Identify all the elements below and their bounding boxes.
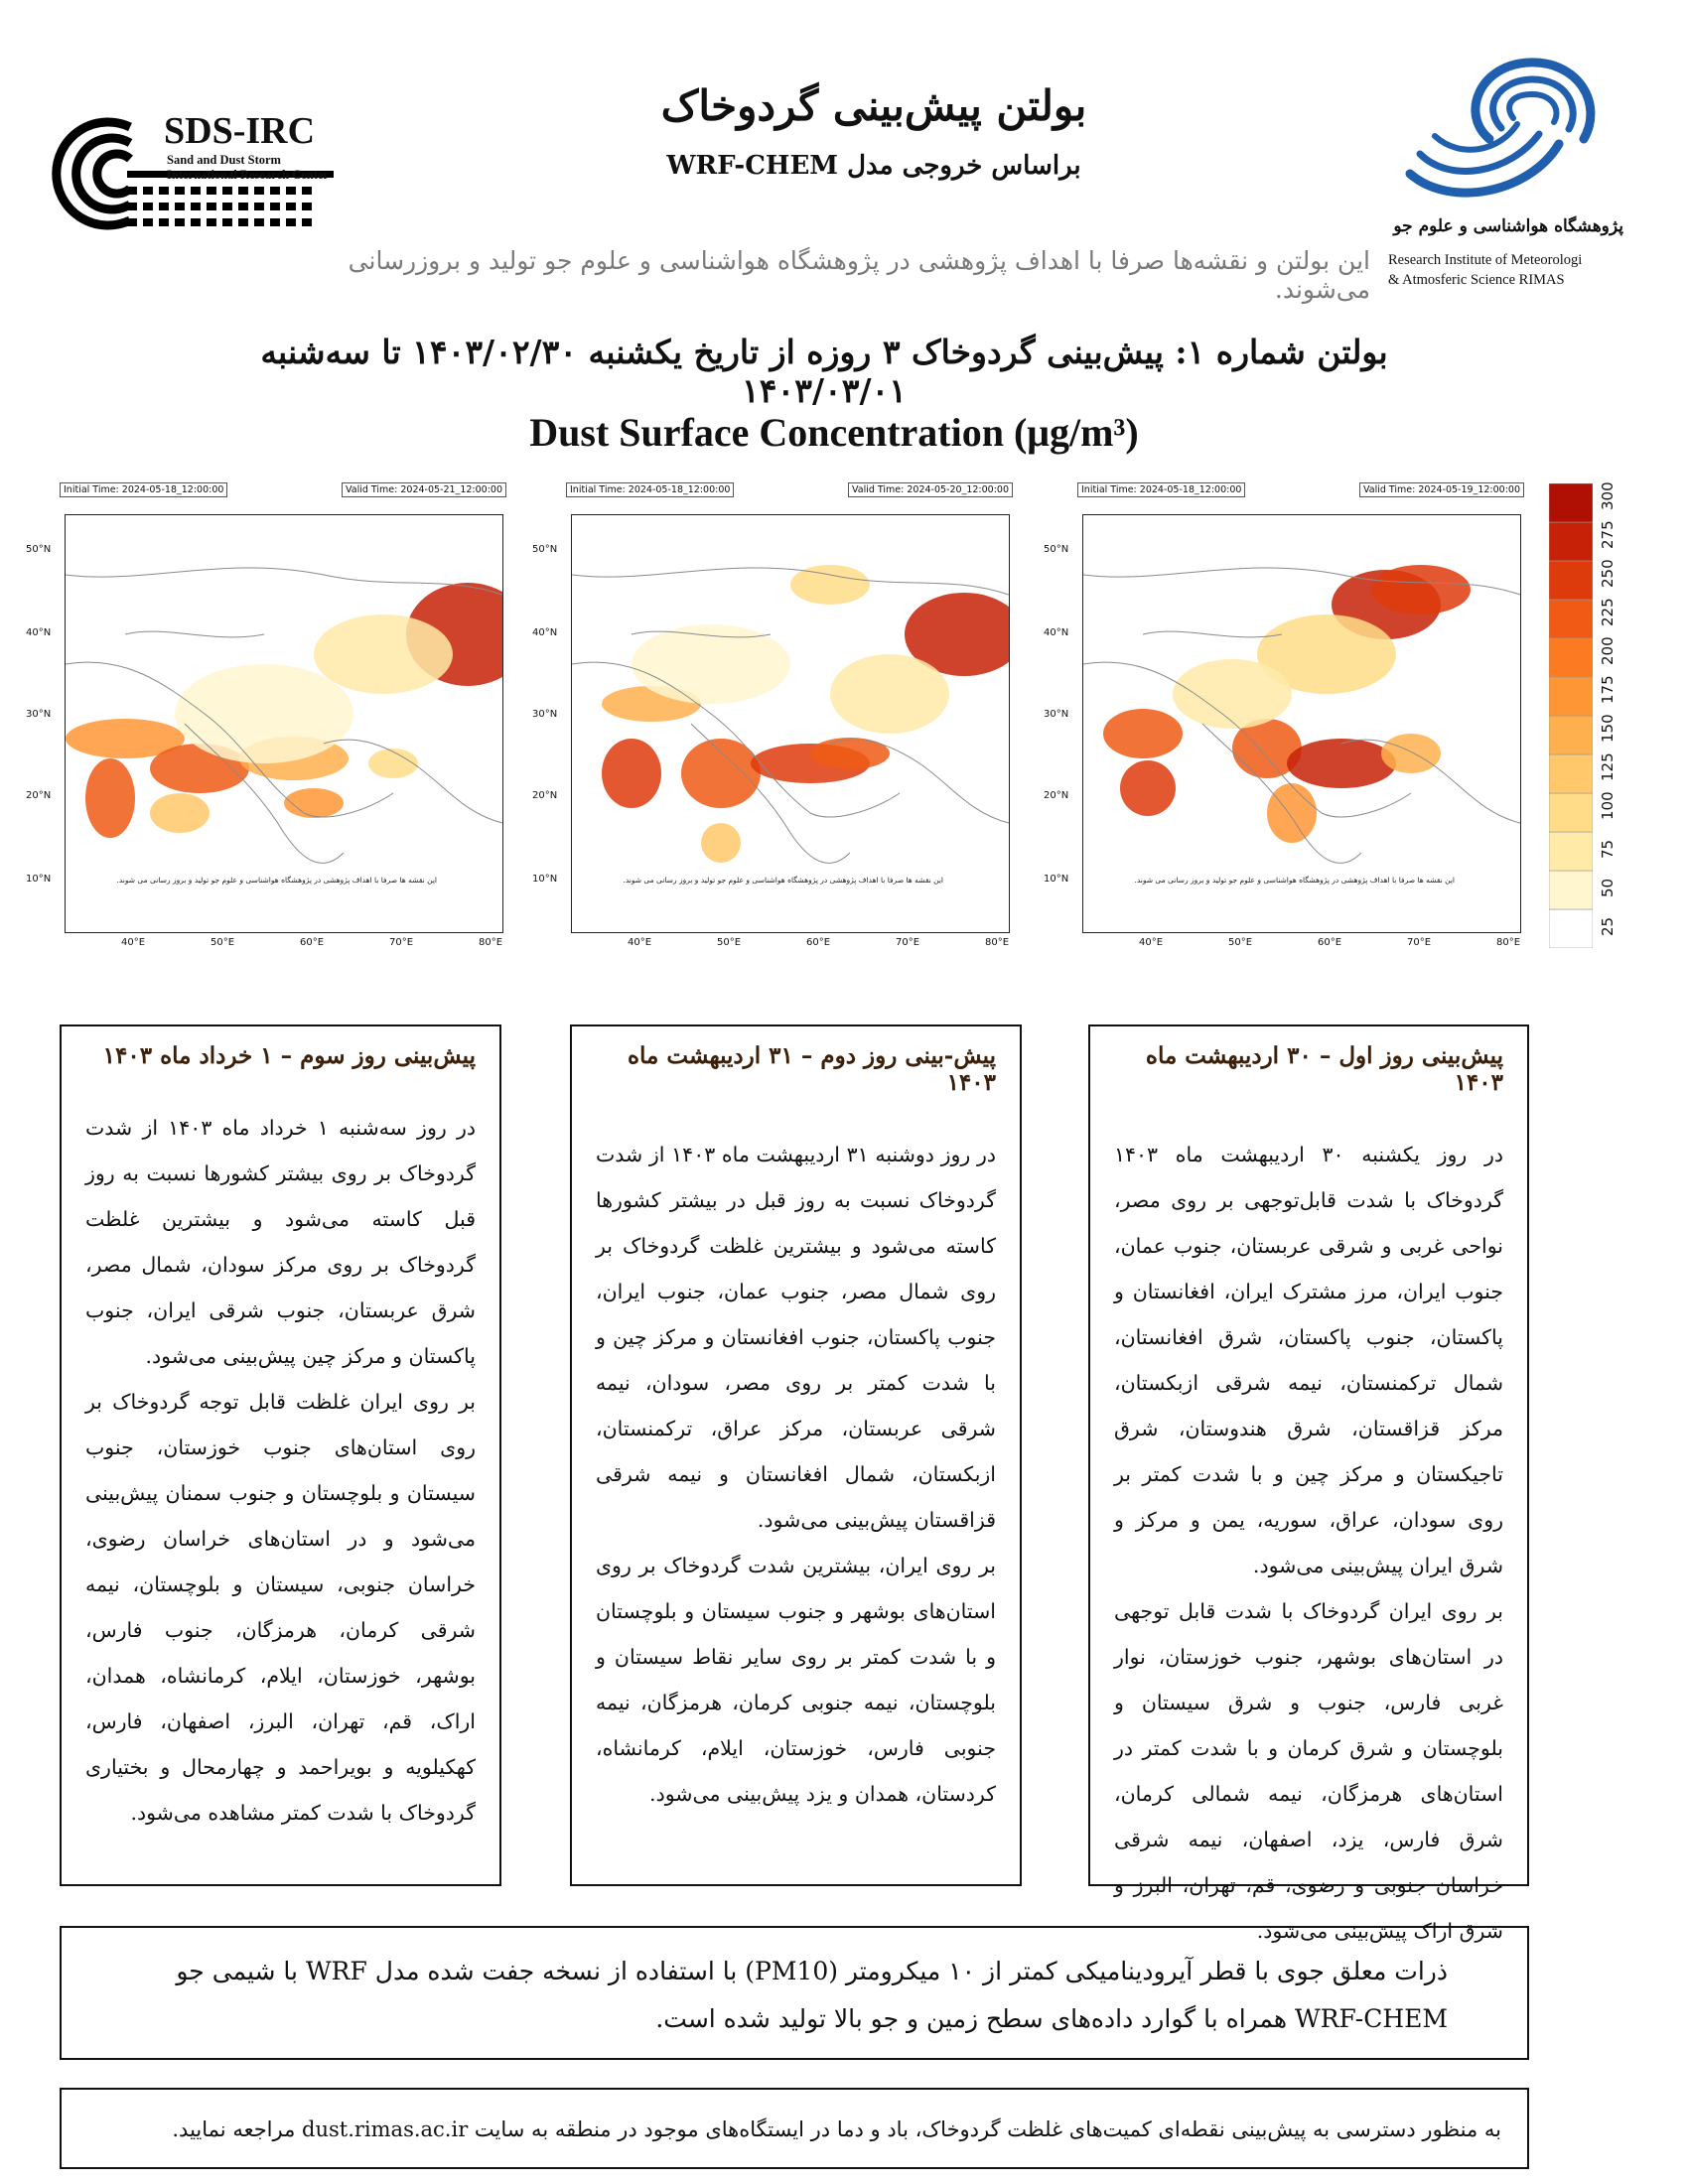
disclaimer-text: این بولتن و نقشه‌ها صرفا با اهداف پژوهشی در پژوهشگاه هواشناسی و علوم جو تولید و بروزرسانی می‌شوند.	[348, 246, 1370, 304]
longitude-tick-label: 50°E	[1228, 937, 1253, 948]
latitude-tick-label: 20°N	[26, 790, 52, 801]
latitude-tick-label: 40°N	[26, 627, 52, 638]
day1-heading: پیش‌بینی روز اول – ۳۰ اردیبهشت ماه ۱۴۰۳	[1145, 1042, 1503, 1096]
chart-title: Dust Surface Concentration (μg/m³)	[529, 410, 1139, 455]
map-plot-area	[65, 514, 503, 933]
longitude-tick-label: 70°E	[1407, 937, 1432, 948]
sds-sub-line-1: Sand and Dust Storm	[167, 153, 281, 167]
day2-heading: پیش-بینی روز دوم – ۳۱ اردیبهشت ماه ۱۴۰۳	[627, 1042, 996, 1096]
rimas-logo	[1390, 45, 1618, 213]
colorbar-swatch	[1549, 677, 1593, 716]
longitude-tick-label: 70°E	[389, 937, 414, 948]
forecast-map-day3	[26, 480, 526, 967]
dust-plume	[810, 738, 890, 769]
longitude-tick-label: 40°E	[121, 937, 146, 948]
colorbar-tick-label: 100	[1599, 790, 1617, 820]
day3-heading: پیش‌بینی روز سوم – ۱ خرداد ماه ۱۴۰۳	[102, 1042, 476, 1069]
sds-sub-line-2: International Research Center	[167, 168, 329, 182]
latitude-tick-label: 20°N	[1044, 790, 1069, 801]
colorbar-swatch	[1549, 832, 1593, 871]
dust-plume	[1173, 659, 1292, 729]
bulletin-subtitle: براساس خروجی مدل WRF-CHEM	[666, 151, 1081, 181]
dust-plume	[284, 788, 344, 818]
colorbar-tick-label: 275	[1599, 519, 1617, 549]
dust-plume	[150, 793, 210, 833]
dust-plume	[1381, 734, 1441, 773]
dust-plume	[175, 664, 353, 763]
day2-paragraph-1: در روز دوشنبه ۳۱ اردیبهشت ماه ۱۴۰۳ از شدت گردوخاک نسبت به روز قبل در بیشتر کشورها کاسته می‌شود و بیشترین غلظت گردوخاک بر روی شمال مصر، جنوب عمان، جنوب ایران، جنوب پاکستان، جنوب افغانستان و مرکز چین و با شدت کمتر بر روی مصر، سودان، نیمه شرقی عربستان، مرکز عراق، ترکمنستان، ازبکستان، شمال افغانستان و نیمه شرقی قزاقستان پیش‌بینی می‌شود.	[596, 1143, 996, 1532]
sds-irc-name: SDS-IRC	[164, 110, 316, 152]
colorbar-tick-label: 125	[1599, 751, 1617, 781]
colorbar-tick-label: 25	[1599, 916, 1617, 936]
longitude-tick-label: 50°E	[717, 937, 742, 948]
colorbar-tick-label: 225	[1599, 597, 1617, 626]
day3-paragraph-2: بر روی ایران غلظت قابل توجه گردوخاک بر روی استان‌های جنوب خوزستان، جنوب سیستان و بلوچستان و جنوب سمنان پیش‌بینی می‌شود و در استان‌های خراسان رضوی، خراسان جنوبی، سیستان و بلوچستان، نیمه شرقی کرمان، هرمزگان، جنوب فارس، بوشهر، خوزستان، ایلام، کرمانشاه، همدان، اراک، قم، تهران، البرز، اصفهان، فارس، کهکیلویه و بویراحمد و چهارمحال و بختیاری گردوخاک با شدت کمتر مشاهده می‌شود.	[85, 1390, 476, 1825]
colorbar-swatch	[1549, 638, 1593, 677]
latitude-tick-label: 30°N	[26, 709, 52, 720]
colorbar-swatch	[1549, 561, 1593, 600]
latitude-tick-label: 10°N	[26, 874, 52, 885]
colorbar-tick-label: 250	[1599, 558, 1617, 588]
map-footer-note: این نقشه ها صرفا با اهداف پژوهشی در پژوهشگاه هواشناسی و علوم جو تولید و بروز رسانی می شوند.	[1134, 876, 1455, 885]
day1-forecast-box	[1088, 1024, 1529, 1943]
dust-plume	[314, 614, 453, 694]
longitude-tick-label: 60°E	[300, 937, 325, 948]
dust-plume	[1267, 783, 1317, 843]
rimas-name-fa: پژوهشگاه هواشناسی و علوم جو	[1393, 216, 1623, 236]
longitude-tick-label: 70°E	[896, 937, 920, 948]
colorbar-tick-label: 200	[1599, 635, 1617, 665]
latitude-tick-label: 20°N	[532, 790, 558, 801]
forecast-map-day1	[1044, 480, 1544, 967]
sds-irc-subtitle	[167, 153, 329, 183]
colorbar-tick-label: 300	[1599, 480, 1617, 510]
longitude-tick-label: 60°E	[806, 937, 831, 948]
map-footer-note: این نقشه ها صرفا با اهداف پژوهشی در پژوهشگاه هواشناسی و علوم جو تولید و بروز رسانی می شوند.	[623, 876, 943, 885]
colorbar-swatch	[1549, 793, 1593, 832]
colorbar-swatch	[1549, 754, 1593, 793]
latitude-tick-label: 40°N	[1044, 627, 1069, 638]
map-initial-time: Initial Time: 2024-05-18_12:00:00	[1077, 482, 1245, 497]
colorbar	[1549, 483, 1593, 948]
colorbar-swatch	[1549, 909, 1593, 948]
day2-paragraph-2: بر روی ایران، بیشترین شدت گردوخاک بر روی استان‌های بوشهر و جنوب سیستان و بلوچستان و با شدت کمتر بر روی سایر نقاط سیستان و بلوچستان، نیمه جنوبی کرمان، هرمزگان، نیمه جنوبی فارس، خوزستان، ایلام، کرمانشاه، کردستان، همدان و یزد پیش‌بینی می‌شود.	[596, 1554, 996, 1806]
dust-plume	[368, 749, 418, 778]
longitude-tick-label: 60°E	[1318, 937, 1342, 948]
latitude-tick-label: 10°N	[532, 874, 558, 885]
colorbar-swatch	[1549, 600, 1593, 638]
latitude-tick-label: 40°N	[532, 627, 558, 638]
day1-paragraph-2: بر روی ایران گردوخاک با شدت قابل توجهی در استان‌های بوشهر، جنوب خوزستان، نوار غربی فارس، جنوب و شرق سیستان و بلوچستان و شرق کرمان و با شدت کمتر در استان‌های هرمزگان، نیمه شمالی کرمان، شرق فارس، یزد، اصفهان، نیمه شرقی خراسان جنوبی و رضوی، قم، تهران، البرز و شرق اراک پیش‌بینی می‌شود.	[1114, 1599, 1503, 1943]
longitude-tick-label: 50°E	[211, 937, 235, 948]
longitude-tick-label: 80°E	[479, 937, 503, 948]
model-note-box: ذرات معلق جوی با قطر آیرودینامیکی کمتر از ۱۰ میکرومتر (PM10) با استفاده از نسخه جفت شده مدل WRF با شیمی جو WRF-CHEM همراه با گوارد داده‌های سطح زمین و جو بالا تولید شده است.	[60, 1926, 1529, 2060]
map-valid-time: Valid Time: 2024-05-20_12:00:00	[848, 482, 1013, 497]
map-initial-time: Initial Time: 2024-05-18_12:00:00	[60, 482, 227, 497]
dust-plume	[632, 624, 790, 704]
bulletin-number-title: بولتن شماره ۱: پیش‌بینی گردوخاک ۳ روزه از تاریخ یکشنبه ۱۴۰۳/۰۲/۳۰ تا سه‌شنبه ۱۴۰۳/۰۳/۰۱	[260, 333, 1388, 410]
longitude-tick-label: 40°E	[1139, 937, 1164, 948]
dust-plume	[830, 654, 949, 734]
map-background	[572, 515, 1009, 932]
day1-paragraph-1: در روز یکشنبه ۳۰ اردیبهشت ماه ۱۴۰۳ گردوخاک با شدت قابل‌توجهی بر روی مصر، نواحی غربی و شرقی عربستان، جنوب عمان، جنوب ایران، مرز مشترک ایران، افغانستان و پاکستان، جنوب پاکستان، شرق افغانستان، شمال ترکمنستان، نیمه شرقی ازبکستان، مرکز قزاقستان، شرق هندوستان، شرق تاجیکستان و مرکز چین و با شدت کمتر بر روی سودان، عراق، سوریه، یمن و مرکز و شرق ایران پیش‌بینی می‌شود.	[1114, 1143, 1503, 1577]
dust-plume	[85, 758, 135, 838]
colorbar-labels	[1599, 477, 1628, 943]
colorbar-tick-label: 175	[1599, 674, 1617, 704]
bulletin-main-title: بولتن پیش‌بینی گردوخاک	[660, 81, 1087, 130]
map-valid-time: Valid Time: 2024-05-19_12:00:00	[1359, 482, 1524, 497]
colorbar-tick-label: 150	[1599, 713, 1617, 743]
rimas-en-line-1: Research Institute of Meteorologi	[1388, 252, 1583, 268]
forecast-map-day2	[532, 480, 1033, 967]
dust-plume	[602, 739, 661, 808]
map-valid-time: Valid Time: 2024-05-21_12:00:00	[342, 482, 506, 497]
map-footer-note: این نقشه ها صرفا با اهداف پژوهشی در پژوهشگاه هواشناسی و علوم جو تولید و بروز رسانی می شوند.	[116, 876, 437, 885]
latitude-tick-label: 50°N	[1044, 544, 1069, 555]
dust-plume	[1287, 739, 1396, 788]
rimas-name-en	[1388, 250, 1582, 290]
dust-plume	[1120, 760, 1176, 816]
latitude-tick-label: 50°N	[532, 544, 558, 555]
map-plot-area	[1082, 514, 1521, 933]
longitude-tick-label: 80°E	[985, 937, 1010, 948]
dust-plume	[1371, 565, 1471, 614]
dust-plume	[701, 823, 741, 863]
colorbar-swatch	[1549, 522, 1593, 561]
longitude-tick-label: 40°E	[628, 937, 652, 948]
dust-plume	[1103, 709, 1183, 758]
colorbar-swatch	[1549, 716, 1593, 754]
longitude-tick-label: 80°E	[1496, 937, 1521, 948]
colorbar-tick-label: 75	[1599, 839, 1617, 859]
map-plot-area	[571, 514, 1010, 933]
latitude-tick-label: 30°N	[1044, 709, 1069, 720]
rimas-en-line-2: & Atmosferic Science RIMAS	[1388, 272, 1565, 288]
day3-paragraph-1: در روز سه‌شنبه ۱ خرداد ماه ۱۴۰۳ از شدت گردوخاک بر روی بیشتر کشورها نسبت به روز قبل کاسته می‌شود و بیشترین غلظت گردوخاک بر روی مرکز سودان، شمال مصر، شرق عربستان، جنوب شرقی ایران، جنوب پاکستان و مرکز چین پیش‌بینی می‌شود.	[85, 1116, 476, 1368]
colorbar-swatch	[1549, 871, 1593, 909]
colorbar-swatch	[1549, 483, 1593, 522]
latitude-tick-label: 10°N	[1044, 874, 1069, 885]
colorbar-tick-label: 50	[1599, 878, 1617, 897]
day2-forecast-box	[570, 1024, 1022, 1886]
map-initial-time: Initial Time: 2024-05-18_12:00:00	[566, 482, 734, 497]
website-note-box: به منظور دسترسی به پیش‌بینی نقطه‌ای کمیت‌های غلظت گردوخاک، باد و دما در ایستگاه‌های موجود در منطقه به سایت dust.rimas.ac.ir مراجعه نمایید.	[60, 2088, 1529, 2169]
latitude-tick-label: 30°N	[532, 709, 558, 720]
day3-forecast-box	[60, 1024, 501, 1886]
latitude-tick-label: 50°N	[26, 544, 52, 555]
